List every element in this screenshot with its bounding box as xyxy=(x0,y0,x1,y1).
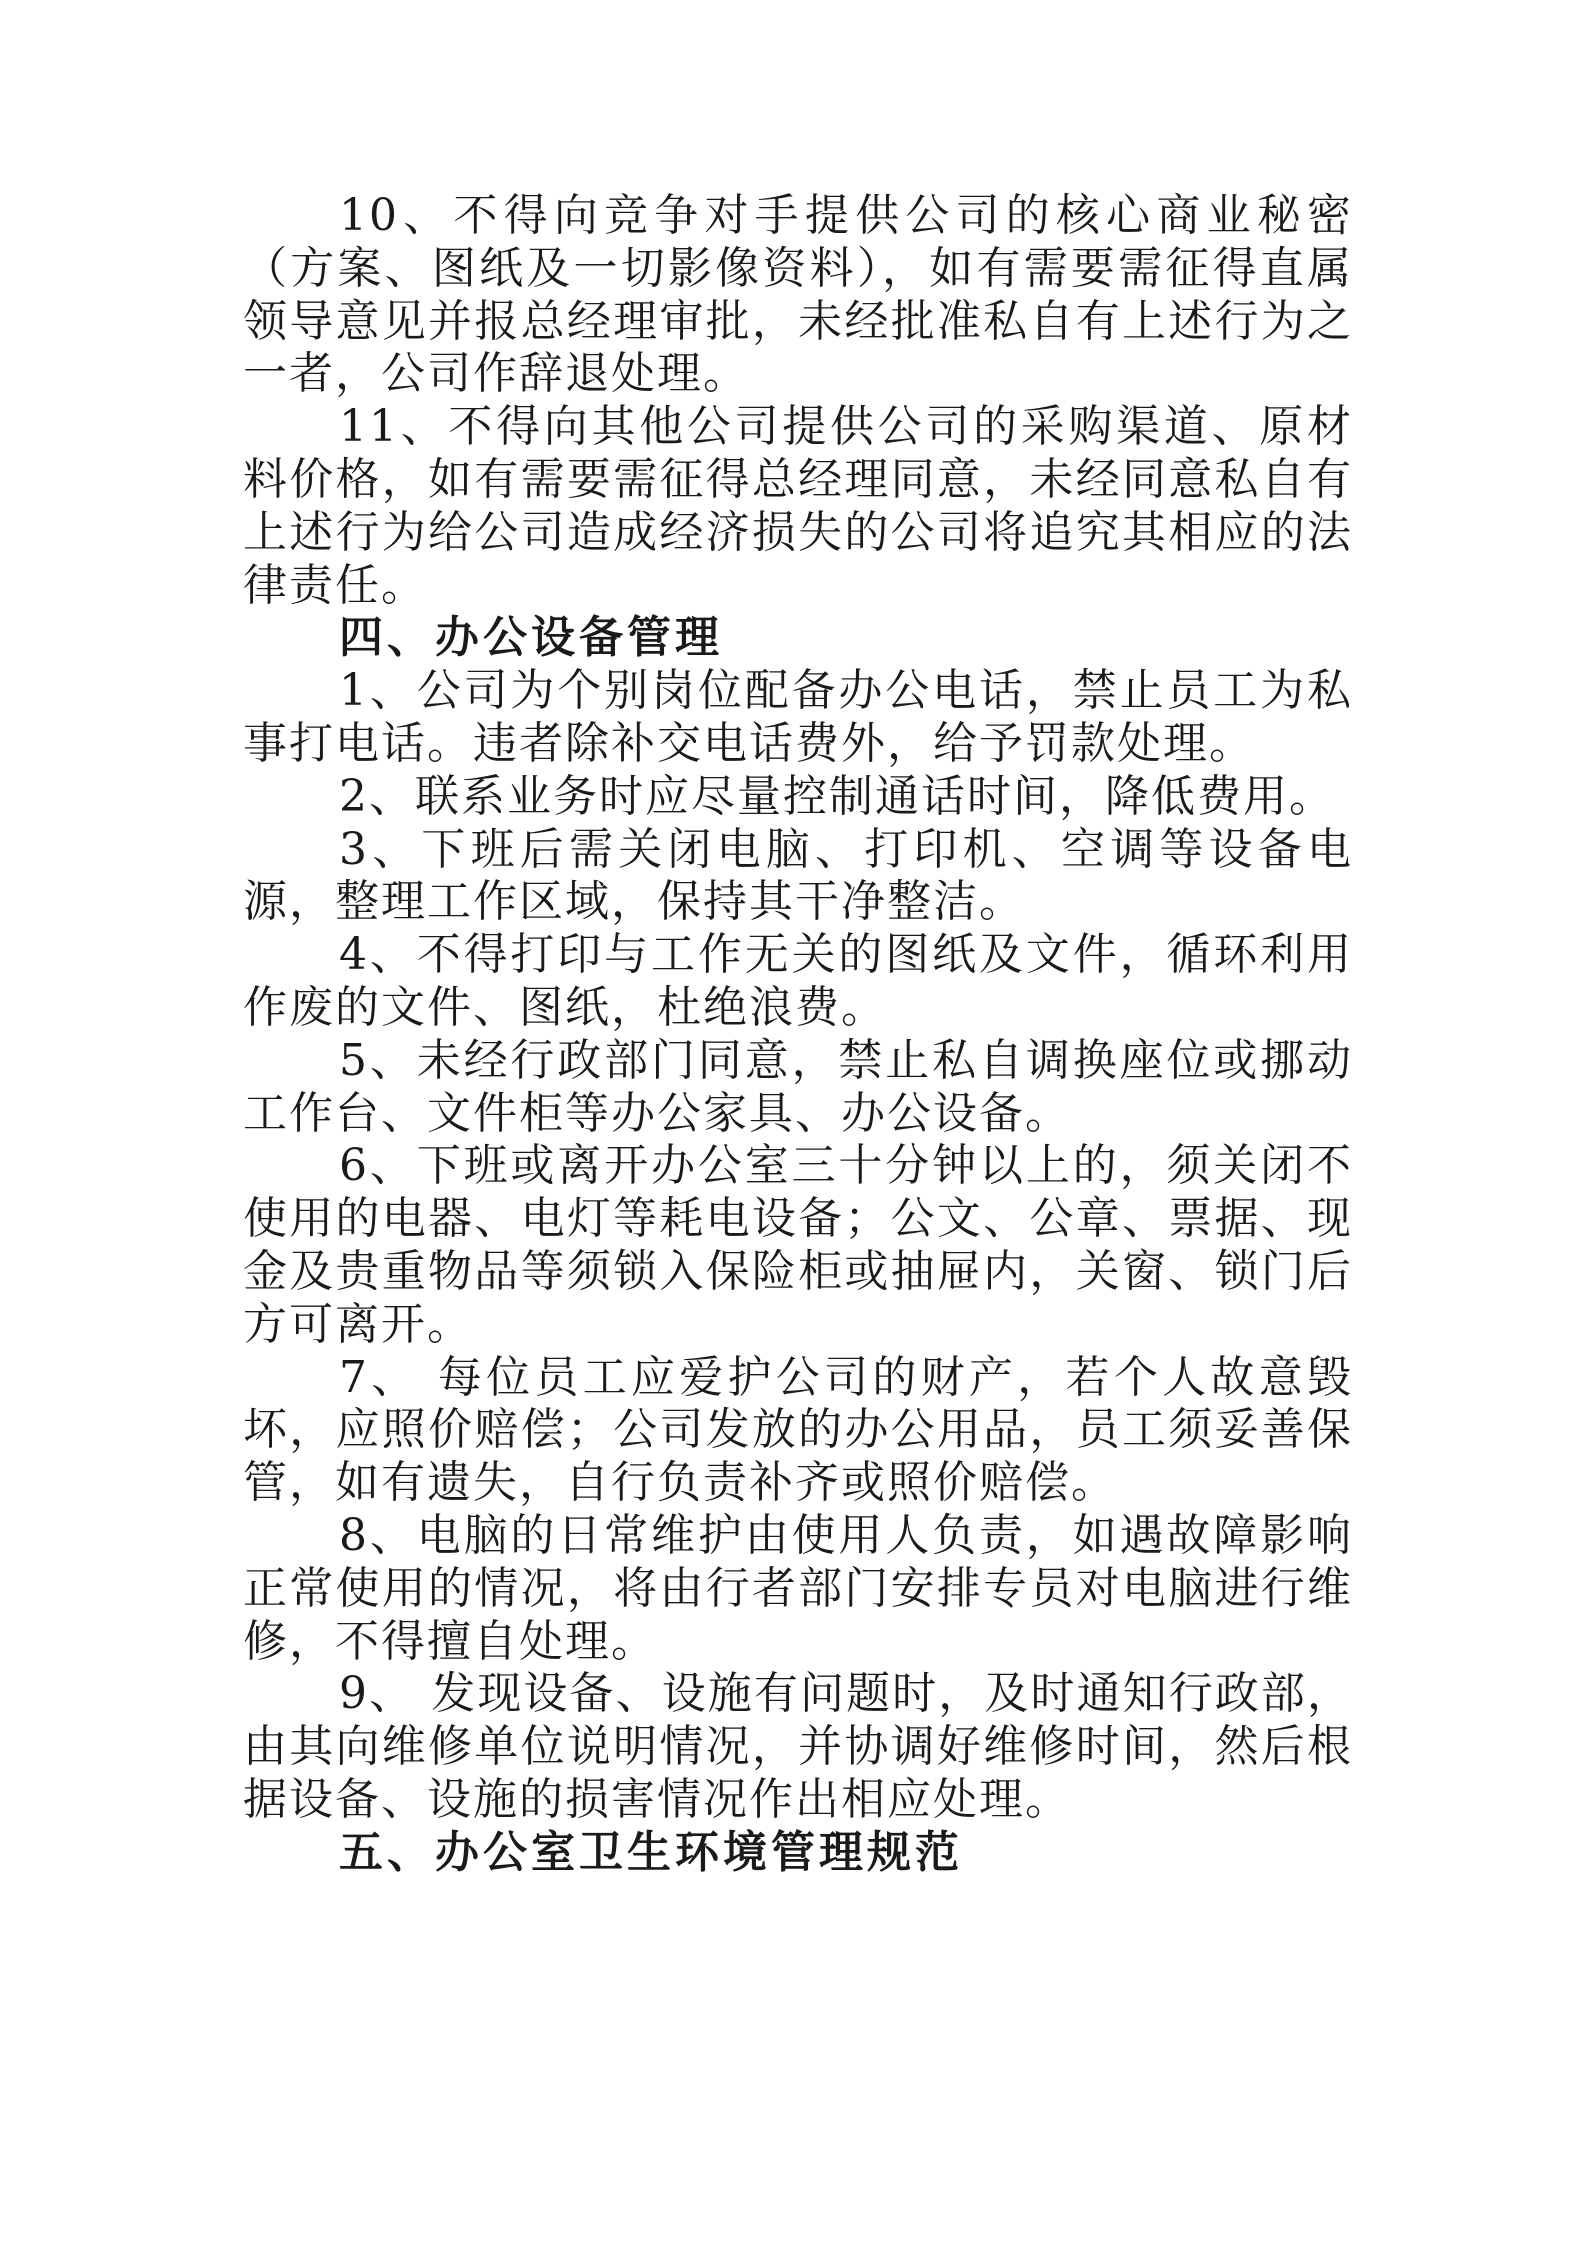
rule-paragraph: 1、公司为个别岗位配备办公电话，禁止员工为私事打电话。违者除补交电话费外，给予罚款处理。 xyxy=(243,665,1353,769)
rule-paragraph: 8、电脑的日常维护由使用人负责，如遇故障影响正常使用的情况，将由行者部门安排专员对电脑进行维修，不得擅自处理。 xyxy=(243,1509,1353,1667)
rule-paragraph: 9、 发现设备、设施有问题时，及时通知行政部，由其向维修单位说明情况，并协调好维修时间，然后根据设备、设施的损害情况作出相应处理。 xyxy=(243,1668,1353,1825)
rule-paragraph: 5、未经行政部门同意，禁止私自调换座位或挪动工作台、文件柜等办公家具、办公设备。 xyxy=(243,1034,1353,1139)
rule-paragraph: 7、 每位员工应爱护公司的财产，若个人故意毁坏，应照价赔偿；公司发放的办公用品，员工须妥善保管，如有遗失，自行负责补齐或照价赔偿。 xyxy=(243,1351,1353,1509)
rule-paragraph: 10、不得向竞争对手提供公司的核心商业秘密（方案、图纸及一切影像资料），如有需要需征得直属领导意见并报总经理审批，未经批准私自有上述行为之一者，公司作辞退处理。 xyxy=(243,190,1353,400)
rule-paragraph: 11、不得向其他公司提供公司的采购渠道、原材料价格，如有需要需征得总经理同意，未经同意私自有上述行为给公司造成经济损失的公司将追究其相应的法律责任。 xyxy=(243,401,1353,611)
rule-paragraph: 2、联系业务时应尽量控制通话时间，降低费用。 xyxy=(339,770,1335,822)
rule-paragraph: 6、下班或离开办公室三十分钟以上的，须关闭不使用的电器、电灯等耗电设备；公文、公章、票据、现金及贵重物品等须锁入保险柜或抽屉内，关窗、锁门后方可离开。 xyxy=(243,1140,1353,1350)
rule-paragraph: 3、下班后需关闭电脑、打印机、空调等设备电源，整理工作区域，保持其干净整洁。 xyxy=(243,823,1353,928)
rule-paragraph: 4、不得打印与工作无关的图纸及文件，循环利用作废的文件、图纸，杜绝浪费。 xyxy=(243,929,1353,1033)
section-heading: 四、办公设备管理 xyxy=(339,612,723,664)
document-page xyxy=(243,190,1353,1880)
section-heading: 五、办公室卫生环境管理规范 xyxy=(339,1826,963,1878)
